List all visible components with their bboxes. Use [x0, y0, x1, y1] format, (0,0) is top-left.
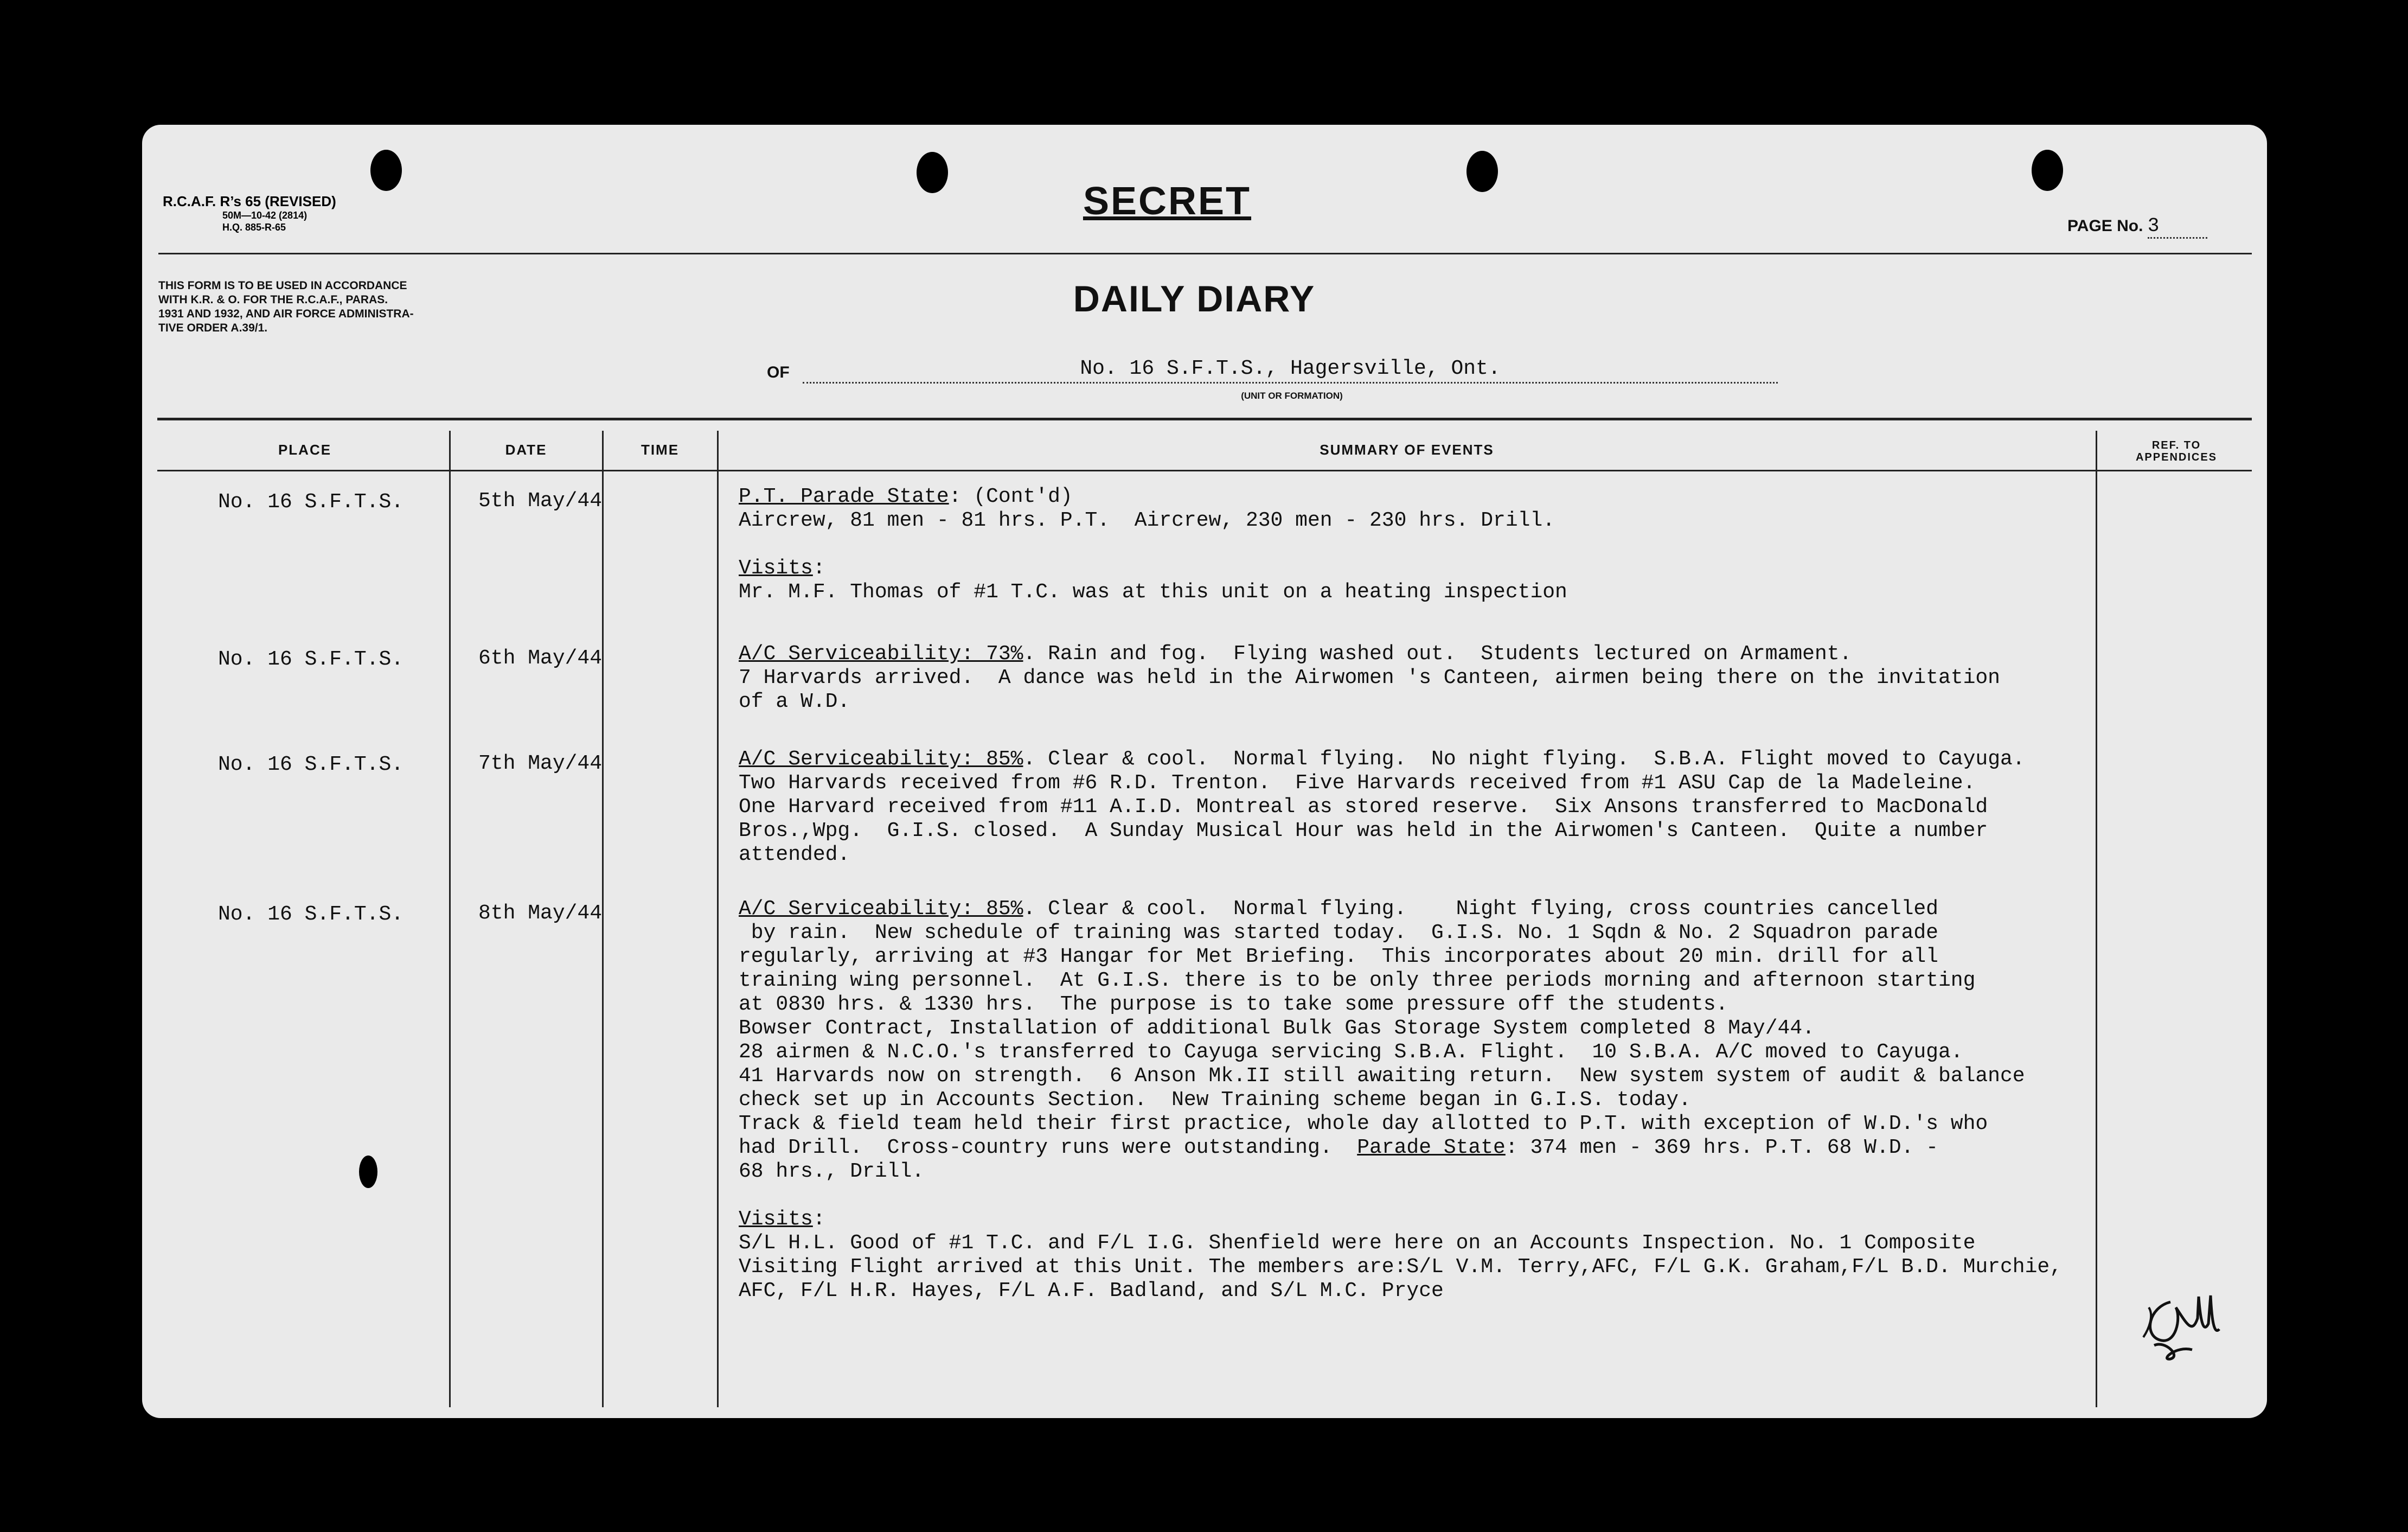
table-header-rule [157, 470, 2252, 471]
page-number-value: 3 [2148, 215, 2207, 239]
summary-heading: A/C Serviceability: 85% [739, 748, 1023, 771]
summary-text: Mr. M.F. Thomas of #1 T.C. was at this unit on a heating inspection [739, 580, 1567, 604]
summary-text: by rain. New schedule of training was started today. G.I.S. No. 1 Sqdn & No. 2 Squadron parade [739, 921, 1938, 944]
summary-text: Bowser Contract, Installation of additional Bulk Gas Storage System completed 8 May/44. [739, 1017, 1815, 1040]
summary-text: : 374 men - 369 hrs. P.T. 68 W.D. - [1505, 1136, 1938, 1159]
summary-text: Two Harvards received from #6 R.D. Trenton. Five Harvards received from #1 ASU Cap de la Madeleine. [739, 771, 1976, 795]
summary-text: AFC, F/L H.R. Hayes, F/L A.F. Badland, and S/L M.C. Pryce [739, 1279, 1444, 1303]
summary-line [739, 843, 850, 867]
header-rule [158, 253, 2252, 254]
unit-name: No. 16 S.F.T.S., Hagersville, Ont. [803, 357, 1778, 384]
summary-line [739, 1136, 1938, 1160]
summary-line [739, 897, 1938, 921]
summary-text: : (Cont'd) [949, 485, 1073, 508]
instruction-line: TIVE ORDER A.39/1. [158, 322, 268, 334]
summary-line [739, 748, 2025, 771]
ref-header-line: APPENDICES [2135, 451, 2218, 463]
summary-text: check set up in Accounts Section. New Training scheme began in G.I.S. today. [739, 1088, 1691, 1112]
punch-hole [2032, 150, 2063, 191]
summary-heading: A/C Serviceability: 85% [739, 897, 1023, 921]
summary-text: Aircrew, 81 men - 81 hrs. P.T. Aircrew, 230 men - 230 hrs. Drill. [739, 509, 1555, 532]
summary-text: 28 airmen & N.C.O.'s transferred to Cayuga servicing S.B.A. Flight. 10 S.B.A. A/C moved to Cayuga. [739, 1041, 1963, 1064]
summary-line [739, 509, 1555, 533]
column-divider [2096, 431, 2097, 1407]
summary-heading: A/C Serviceability: 73% [739, 642, 1023, 666]
form-code-line: R.C.A.F. R’s 65 (REVISED) [163, 193, 336, 209]
summary-line [739, 1088, 1691, 1112]
summary-line [739, 485, 1073, 509]
column-divider [602, 431, 604, 1407]
instruction-line: WITH K.R. & O. FOR THE R.C.A.F., PARAS. [158, 293, 388, 306]
entry-date: 7th May/44 [478, 752, 603, 775]
summary-text: 68 hrs., Drill. [739, 1160, 925, 1183]
summary-line [739, 557, 825, 580]
summary-text: 7 Harvards arrived. A dance was held in the Airwomen 's Canteen, airmen being there on the invitation [739, 666, 2000, 690]
summary-line [739, 1255, 2062, 1279]
summary-text: Bros.,Wpg. G.I.S. closed. A Sunday Musical Hour was held in the Airwomen's Canteen. Quite a number [739, 819, 1988, 842]
summary-line [739, 690, 850, 714]
summary-line [739, 1279, 1444, 1303]
summary-line [739, 1160, 924, 1184]
summary-text: : [812, 1208, 825, 1231]
summary-text: had Drill. Cross-country runs were outstanding. [739, 1136, 1357, 1159]
instruction-line: THIS FORM IS TO BE USED IN ACCORDANCE [158, 279, 407, 292]
summary-line [739, 795, 1988, 819]
ink-blot [359, 1156, 377, 1188]
form-code-line: H.Q. 885-R-65 [222, 222, 286, 233]
column-header-summary: SUMMARY OF EVENTS [1320, 442, 1494, 458]
summary-line [739, 921, 1938, 945]
page-number-label: PAGE No. [2067, 217, 2143, 235]
summary-line [739, 1041, 1963, 1064]
summary-heading: Visits [739, 1208, 813, 1231]
entry-place: No. 16 S.F.T.S. [218, 903, 404, 926]
summary-line [739, 580, 1567, 604]
form-title: DAILY DIARY [1073, 278, 1316, 320]
summary-line [739, 642, 1852, 666]
table-top-rule [157, 418, 2252, 420]
classification-heading: SECRET [1083, 180, 1252, 223]
summary-text: attended. [739, 843, 850, 866]
summary-text: . Rain and fog. Flying washed out. Students lectured on Armament. [1023, 642, 1852, 666]
entry-date: 5th May/44 [478, 489, 603, 513]
form-instructions [158, 279, 565, 335]
column-header-date: DATE [505, 442, 547, 458]
punch-hole [1466, 151, 1498, 192]
summary-line [739, 666, 2000, 690]
initials-signature [2138, 1286, 2236, 1362]
entry-place: No. 16 S.F.T.S. [218, 753, 404, 776]
column-header-place: PLACE [278, 442, 332, 458]
summary-heading: Visits [739, 557, 813, 580]
summary-text: Track & field team held their first practice, whole day allotted to P.T. with exception of W.D.'s who [739, 1112, 1988, 1135]
summary-heading: Parade State [1357, 1136, 1506, 1159]
page-number-field [2067, 215, 2230, 239]
summary-line [739, 1017, 1815, 1041]
summary-line [739, 1231, 1975, 1255]
summary-text: 41 Harvards now on strength. 6 Anson Mk.II still awaiting return. New system system of audit & balance [739, 1064, 2025, 1088]
form-code-line: 50M—10-42 (2814) [222, 210, 308, 221]
entry-date: 8th May/44 [478, 902, 603, 925]
summary-text: at 0830 hrs. & 1330 hrs. The purpose is to take some pressure off the students. [739, 993, 1728, 1016]
summary-text: regularly, arriving at #3 Hangar for Met Briefing. This incorporates about 20 min. drill for all [739, 945, 1938, 968]
entry-date: 6th May/44 [478, 647, 603, 670]
summary-text: S/L H.L. Good of #1 T.C. and F/L I.G. Shenfield were here on an Accounts Inspection. No. 1 Composite [739, 1231, 1976, 1255]
summary-line [739, 993, 1728, 1017]
punch-hole [917, 152, 948, 193]
summary-heading: P.T. Parade State [739, 485, 949, 508]
column-header-ref [2098, 439, 2255, 463]
column-header-time: TIME [641, 442, 680, 458]
summary-text: of a W.D. [739, 690, 850, 713]
summary-line [739, 969, 1975, 993]
column-divider [717, 431, 719, 1407]
ref-header-line: REF. TO [2151, 439, 2201, 451]
summary-line [739, 1064, 2025, 1088]
punch-hole [370, 150, 402, 191]
summary-line [739, 819, 1988, 843]
summary-text: training wing personnel. At G.I.S. there is to be only three periods morning and afternoon starting [739, 969, 1976, 992]
column-divider [449, 431, 451, 1407]
summary-line [739, 771, 1975, 795]
entry-place: No. 16 S.F.T.S. [218, 490, 404, 514]
summary-text: Visiting Flight arrived at this Unit. The members are:S/L V.M. Terry,AFC, F/L G.K. Graham,F/L B.D. Murchie, [739, 1255, 2062, 1279]
summary-text: . Clear & cool. Normal flying. No night flying. S.B.A. Flight moved to Cayuga. [1023, 748, 2025, 771]
summary-text: One Harvard received from #11 A.I.D. Montreal as stored reserve. Six Ansons transferred to MacDonald [739, 795, 1988, 819]
summary-line [739, 945, 1938, 969]
summary-line [739, 1112, 1988, 1136]
form-code [163, 193, 380, 233]
summary-text: : [812, 557, 825, 580]
unit-caption: (UNIT OR FORMATION) [1241, 391, 1343, 401]
of-label: OF [767, 363, 790, 381]
entry-place: No. 16 S.F.T.S. [218, 648, 404, 671]
summary-text: . Clear & cool. Normal flying. Night flying, cross countries cancelled [1023, 897, 1938, 921]
summary-line [739, 1208, 825, 1231]
diary-sheet [142, 125, 2267, 1418]
instruction-line: 1931 AND 1932, AND AIR FORCE ADMINISTRA- [158, 308, 414, 320]
